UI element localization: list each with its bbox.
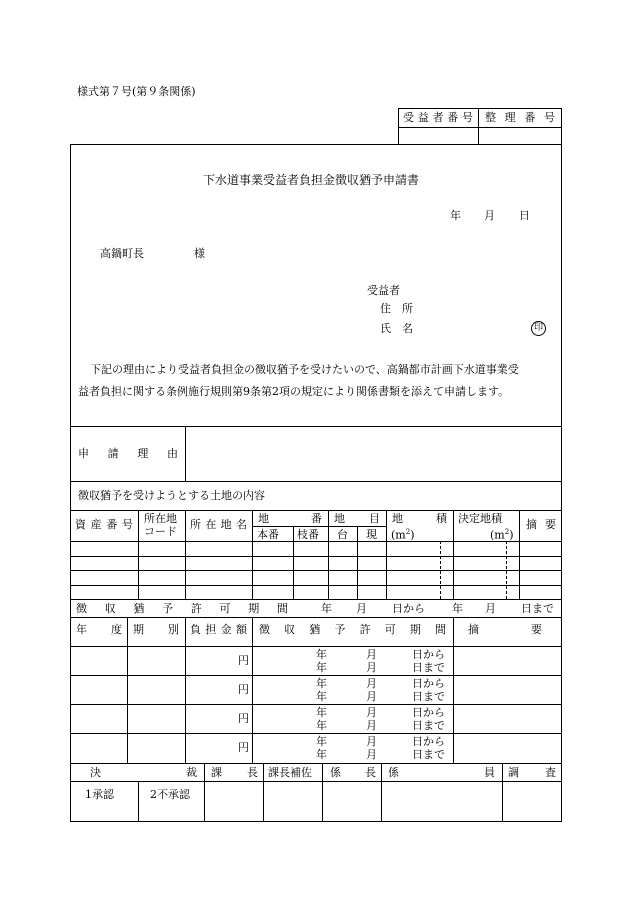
lot-number-header: 地 番 [258,512,322,525]
applicant-name-label: 氏 名 [380,322,413,335]
installment-header: 期 別 [133,623,179,636]
body-text-line-1: 下記の理由により受益者負担金の徴収猶予を受けたいので、高鍋都市計画下水道事業受 [90,363,519,376]
location-name-header: 所 在 地 名 [190,518,247,531]
fiscal-year-header: 年 度 [76,623,122,636]
land-category-header: 地 目 [334,512,380,525]
area-unit-header: $(m^2)$ [391,528,415,542]
addressee-honorific: 様 [194,247,205,260]
staff-label: 係 員 [388,766,495,779]
date-month: 月 [484,209,495,222]
form-title: 下水道事業受益者負担金徴収猶予申請書 [203,173,420,187]
main-lot-header: 本番 [257,528,279,541]
deferral-year-2: 年 [452,602,463,615]
applicant-address-label: 住 所 [380,302,413,315]
date-year: 年 [450,209,461,222]
form-number: 様式第７号(第９条関係) [77,85,196,98]
inspection-label: 調 査 [508,766,556,779]
branch-lot-header: 枝番 [297,528,319,541]
unit-chief-label: 係 長 [330,766,376,779]
deferral-until: 日まで [521,602,554,615]
deferral-from: 日から [392,602,425,615]
approve-option[interactable]: 1承認 [85,788,114,801]
reason-field[interactable] [187,428,560,479]
beneficiary-number-label: 受 益 者 番 号 [403,111,473,124]
addressee-name: 高鍋町長 [100,247,144,260]
charge-remarks-header: 摘 要 [468,623,542,636]
deputy-chief-label: 課長補佐 [268,766,312,779]
land-remarks-header: 摘 要 [526,518,556,531]
deferral-month-2: 月 [485,602,496,615]
actual-header: 現 [366,528,377,541]
location-code-header-2: コード [144,525,177,538]
deferral-period-label: 徴 収 猶 予 許 可 期 間 [76,602,288,615]
disapprove-option[interactable]: 2不承認 [150,788,190,801]
ledger-header: 台 [337,528,348,541]
decided-area-unit-header: $(m^2)$ [490,528,514,542]
seal-mark-icon: 印 [531,321,546,336]
reason-label: 申 請 理 由 [78,447,178,460]
location-code-header-1: 所在地 [144,512,177,525]
decision-label: 決 裁 [90,766,197,779]
section-chief-label: 課 長 [211,766,258,779]
applicant-label: 受益者 [367,284,400,297]
land-section-title: 徴収猶予を受けようとする土地の内容 [78,489,265,502]
area-header: 地 積 [392,512,447,525]
amount-header: 負 担 金 額 [190,623,247,636]
period-header: 徴 収 猶 予 許 可 期 間 [259,623,446,636]
decided-area-header: 決定地積 [458,512,502,525]
deferral-month-1: 月 [356,602,367,615]
asset-number-header: 資 産 番 号 [75,518,133,531]
body-text-line-2: 益者負担に関する条例施行規則第9条第2項の規定により関係書類を添えて申請します。 [78,385,510,398]
reference-number-label: 整 理 番 号 [485,111,555,124]
date-day: 日 [519,209,530,222]
deferral-year-1: 年 [321,602,332,615]
